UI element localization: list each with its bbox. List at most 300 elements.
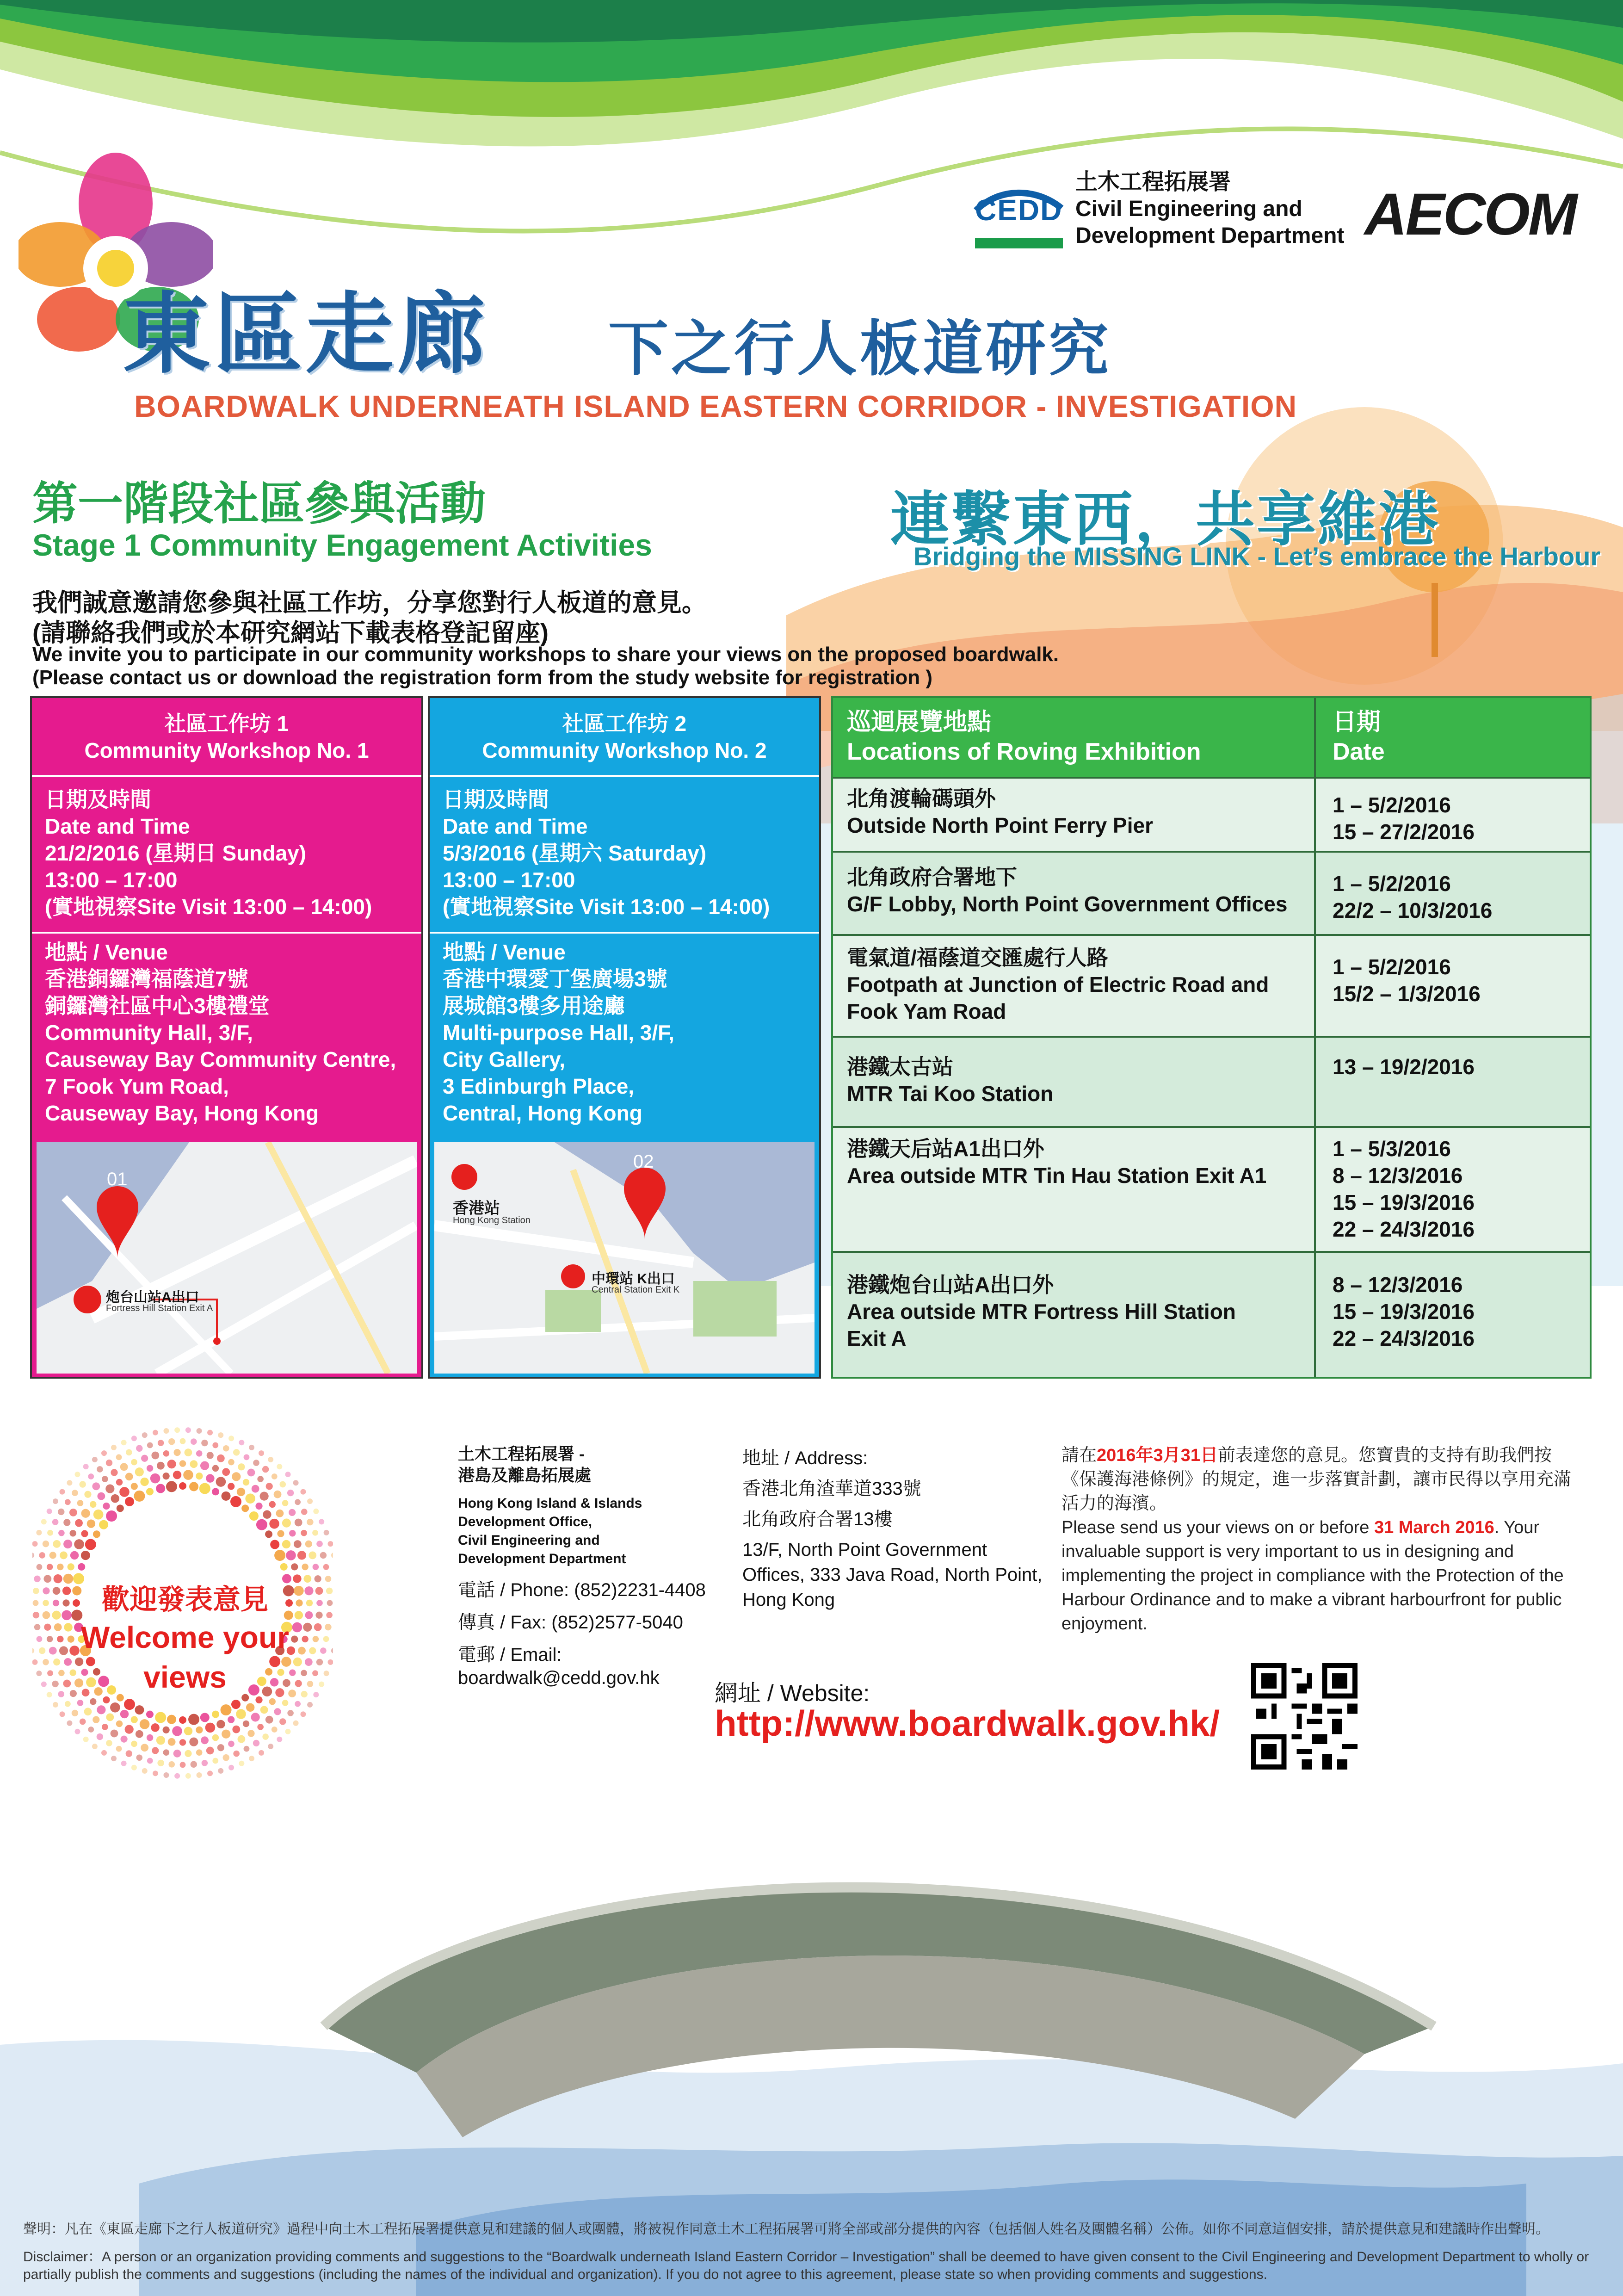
- ring-dot: [249, 1511, 259, 1521]
- ring-dot: [180, 1438, 186, 1444]
- ring-dot: [72, 1710, 78, 1716]
- ring-dot: [207, 1430, 213, 1436]
- ring-dot: [179, 1482, 186, 1490]
- ring-dot: [323, 1636, 329, 1642]
- ring-dot: [291, 1563, 298, 1570]
- ring-dot: [201, 1440, 208, 1446]
- ring-dot: [33, 1612, 39, 1618]
- ring-dot: [60, 1489, 65, 1495]
- ring-dot: [167, 1460, 176, 1468]
- ring-dot: [52, 1681, 58, 1687]
- ring-dot: [74, 1729, 80, 1734]
- ring-dot: [88, 1473, 94, 1479]
- note-en-date: 31 March 2016: [1374, 1518, 1494, 1537]
- ring-dot: [315, 1587, 323, 1595]
- workshop-2-divider: [430, 932, 819, 934]
- ring-dot: [289, 1530, 296, 1536]
- ring-dot: [212, 1465, 219, 1472]
- ring-dot: [212, 1734, 219, 1741]
- dept-zh-1: 土木工程拓展署 -: [458, 1444, 585, 1463]
- ring-dot: [151, 1452, 159, 1460]
- ring-dot: [111, 1445, 117, 1450]
- ring-dot: [223, 1754, 229, 1761]
- ring-dot: [326, 1588, 333, 1594]
- address-en-2: Offices, 333 Java Road, North Point,: [742, 1565, 1043, 1585]
- ring-dot: [92, 1482, 100, 1490]
- ring-dot: [277, 1737, 282, 1742]
- ring-dot: [301, 1530, 307, 1536]
- ring-dot: [287, 1490, 294, 1496]
- ring-dot: [97, 1492, 105, 1500]
- phone[interactable]: 電話 / Phone: (852)2231-4408: [458, 1580, 706, 1600]
- disclaimer-zh: 聲明：凡在《東區走廊下之行人板道研究》過程中向土木工程拓展署提供意見和建議的個人或團體，將被視作同意土木工程拓展署可將全部或部分提供的內容（包括個人姓名及團體名稱）公佈。如你不同意這個安排，請於提供意見和建議時作出聲明。: [23, 2222, 1549, 2237]
- ring-dot: [245, 1493, 255, 1504]
- ring-dot: [53, 1600, 59, 1606]
- ring-dot: [103, 1696, 110, 1703]
- ring-dot: [312, 1670, 318, 1676]
- exhibition-column-divider: [1314, 698, 1316, 1377]
- ring-dot: [249, 1756, 254, 1761]
- intro-en-2: (Please contact us or download the registration form from the study website for registration ): [32, 666, 933, 689]
- workshop-2-line: 13:00 – 17:00: [443, 868, 575, 892]
- ring-dot: [221, 1704, 232, 1715]
- ring-dot: [295, 1519, 302, 1527]
- table-row: [833, 1251, 1590, 1377]
- ring-dot: [263, 1510, 271, 1519]
- ring-dot: [309, 1551, 316, 1559]
- ring-dot: [269, 1519, 279, 1529]
- ring-dot: [300, 1711, 306, 1717]
- ring-dot: [136, 1754, 142, 1761]
- exhibition-loc: 電氣道/福蔭道交匯處行人路: [847, 946, 1108, 970]
- ring-dot: [265, 1530, 272, 1538]
- ring-dot: [47, 1670, 53, 1676]
- ring-dot: [315, 1575, 321, 1582]
- ring-dot: [253, 1740, 259, 1746]
- ring-dot: [276, 1510, 284, 1517]
- workshop-1-line: Causeway Bay Community Centre,: [45, 1047, 396, 1071]
- ring-dot: [43, 1575, 51, 1583]
- ring-dot: [241, 1504, 249, 1512]
- website-link[interactable]: http://www.boardwalk.gov.hk/: [715, 1703, 1220, 1744]
- ring-dot: [136, 1445, 142, 1452]
- ring-dot: [92, 1744, 98, 1749]
- ring-dot: [119, 1487, 130, 1497]
- cedd-name-en-2: Development Department: [1075, 223, 1345, 248]
- ring-dot: [212, 1758, 218, 1764]
- map-marker-01: 01: [107, 1169, 128, 1189]
- ring-dot: [188, 1714, 199, 1725]
- exhibition-date: 1 – 5/2/2016: [1333, 872, 1451, 896]
- exhibition-date: 13 – 19/2/2016: [1333, 1055, 1475, 1079]
- workshop-2-line: 地點 / Venue: [443, 940, 566, 964]
- ring-dot: [218, 1432, 223, 1438]
- address-label: 地址 / Address:: [742, 1448, 868, 1468]
- ring-dot: [309, 1647, 316, 1654]
- ring-dot: [57, 1564, 63, 1570]
- ring-dot: [324, 1671, 329, 1676]
- note-zh-pre: 請在: [1061, 1446, 1097, 1465]
- website-label: 網址 / Website:: [715, 1680, 870, 1706]
- ring-dot: [282, 1500, 289, 1506]
- ring-dot: [52, 1519, 59, 1525]
- ring-dot: [102, 1476, 108, 1482]
- workshop-1-line: Date and Time: [45, 814, 190, 838]
- ring-dot: [185, 1750, 191, 1757]
- title-en: BOARDWALK UNDERNEATH ISLAND EASTERN CORRIDOR - INVESTIGATION: [134, 389, 1297, 423]
- ring-dot: [200, 1461, 209, 1470]
- ring-dot: [158, 1440, 164, 1446]
- ring-dot: [121, 1736, 128, 1743]
- ring-dot: [319, 1682, 324, 1687]
- workshop-1-title-zh: 社區工作坊 1: [164, 712, 289, 736]
- ring-dot: [72, 1490, 78, 1496]
- ring-dot: [232, 1726, 240, 1733]
- ring-dot: [116, 1479, 123, 1485]
- ring-dot: [32, 1648, 34, 1653]
- slogan-en: Bridging the MISSING LINK - Let’s embrace the Harbour: [913, 542, 1601, 571]
- ring-dot: [87, 1519, 95, 1528]
- ring-dot: [174, 1427, 180, 1433]
- title-zh-sub: 下之行人板道研究: [608, 313, 1112, 384]
- address-en-1: 13/F, North Point Government: [742, 1540, 987, 1560]
- ring-dot: [131, 1483, 138, 1490]
- ring-dot: [319, 1519, 324, 1524]
- exhibition-loc: Area outside MTR Fortress Hill Station: [847, 1300, 1236, 1324]
- ring-dot: [228, 1741, 235, 1747]
- dept-en-line: Development Department: [458, 1551, 626, 1566]
- disclaimer-en: Disclaimer：A person or an organization providing comments and suggestions to the “Boardwalk underneath Island Eastern Corridor – Investigation” shall be deemed to have given consent to the Civil Engineering and Development Department to wholly or partially publish the comments and suggestions (including the names of the individual and organization). If you do not agree to this agreement, please state so when providing comments and suggestions.: [23, 2249, 1589, 2282]
- ring-dot: [111, 1730, 118, 1738]
- workshop-1-line: Community Hall, 3/F,: [45, 1021, 253, 1045]
- welcome-views: [60, 1582, 310, 1697]
- ring-dot: [287, 1710, 294, 1716]
- ring-dot: [189, 1738, 198, 1746]
- ring-dot: [320, 1552, 327, 1559]
- ring-dot: [168, 1761, 175, 1768]
- exhibition-loc: 北角渡輪碼頭外: [847, 786, 996, 811]
- ring-dot: [126, 1449, 132, 1456]
- ring-dot: [146, 1711, 154, 1718]
- note-en-pre: Please send us your views on or before: [1061, 1518, 1374, 1537]
- ring-dot: [93, 1510, 104, 1520]
- ring-dot: [77, 1500, 84, 1506]
- workshop-2-line: Multi-purpose Hall, 3/F,: [443, 1021, 674, 1045]
- ring-dot: [285, 1729, 291, 1734]
- ring-dot: [52, 1611, 61, 1620]
- ring-dot: [53, 1540, 61, 1548]
- ring-dot: [70, 1551, 79, 1560]
- ring-dot: [163, 1450, 170, 1457]
- ring-dot: [53, 1587, 61, 1595]
- ring-dot: [323, 1564, 329, 1570]
- ring-dot: [101, 1750, 107, 1756]
- ring-dot: [69, 1509, 77, 1516]
- ring-dot: [255, 1503, 262, 1510]
- ring-dot: [269, 1698, 276, 1705]
- exhibition-loc: Fook Yam Road: [847, 999, 1006, 1023]
- table-row: [833, 1126, 1590, 1251]
- ring-dot: [172, 1726, 182, 1736]
- ring-dot: [36, 1671, 42, 1676]
- workshop-2-date-time: [443, 786, 813, 920]
- submission-note: [1061, 1443, 1584, 1636]
- workshop-2-venue: [443, 939, 813, 1126]
- ring-dot: [147, 1442, 153, 1448]
- exhibition-date: 15 – 19/3/2016: [1333, 1190, 1475, 1214]
- ring-dot: [312, 1530, 318, 1536]
- ring-dot: [37, 1636, 43, 1642]
- ring-dot: [183, 1470, 193, 1480]
- ring-dot: [205, 1723, 216, 1733]
- ring-dot: [190, 1460, 197, 1468]
- ring-dot: [249, 1445, 254, 1450]
- ring-dot: [88, 1727, 94, 1733]
- ring-dot: [280, 1563, 288, 1571]
- ring-dot: [47, 1509, 52, 1514]
- exhibition-head-date-zh: 日期: [1333, 709, 1381, 736]
- workshop-2-map[interactable]: [434, 1142, 815, 1374]
- ring-dot: [313, 1692, 319, 1697]
- ring-dot: [83, 1464, 89, 1469]
- ring-dot: [60, 1711, 65, 1717]
- ring-dot: [74, 1472, 80, 1477]
- ring-dot: [228, 1436, 234, 1441]
- address: [742, 1446, 1066, 1612]
- ring-dot: [106, 1713, 114, 1721]
- ring-dot: [247, 1730, 254, 1737]
- address-zh-1: 香港北角渣華道333號: [742, 1479, 921, 1499]
- ring-dot: [68, 1563, 74, 1570]
- table-row: [833, 1036, 1590, 1126]
- exhibition-date: 1 – 5/3/2016: [1333, 1137, 1451, 1161]
- exhibition-date: 22/2 – 10/3/2016: [1333, 898, 1493, 922]
- ring-dot: [179, 1739, 186, 1745]
- ring-dot: [156, 1484, 165, 1493]
- ring-dot: [257, 1724, 264, 1730]
- dept-en-line: Development Office,: [458, 1514, 592, 1529]
- workshop-1-line: 香港銅鑼灣福蔭道7號: [45, 967, 248, 991]
- ring-dot: [83, 1737, 89, 1742]
- ring-dot: [185, 1448, 192, 1456]
- ring-dot: [217, 1744, 224, 1751]
- ring-dot: [121, 1761, 127, 1766]
- ring-dot: [97, 1705, 105, 1714]
- map-station-central: 中環站 K出口: [592, 1271, 675, 1287]
- ring-dot: [206, 1747, 214, 1755]
- map-station-hk: 香港站: [453, 1200, 500, 1217]
- ring-dot: [106, 1740, 112, 1746]
- ring-dot: [39, 1647, 45, 1654]
- workshop-1-line: (實地視察Site Visit 13:00 – 14:00): [45, 895, 372, 919]
- exhibition-date: 15 – 19/3/2016: [1333, 1300, 1475, 1324]
- ring-dot: [150, 1473, 160, 1484]
- ring-dot: [116, 1720, 123, 1727]
- ring-dot: [307, 1498, 313, 1504]
- workshop-1-map[interactable]: [37, 1142, 417, 1374]
- exhibition-head-date-en: Date: [1333, 738, 1385, 765]
- ring-dot: [134, 1491, 145, 1502]
- ring-dot: [262, 1733, 269, 1740]
- ring-dot: [43, 1541, 49, 1547]
- ring-dot: [228, 1459, 235, 1466]
- ring-dot: [327, 1600, 333, 1606]
- ring-dot: [152, 1747, 159, 1754]
- ring-dot: [77, 1700, 84, 1706]
- ring-dot: [155, 1712, 166, 1723]
- ring-dot: [151, 1723, 159, 1732]
- exhibition-loc: Footpath at Junction of Electric Road and: [847, 972, 1269, 996]
- ring-dot: [93, 1530, 100, 1538]
- ring-dot: [260, 1706, 268, 1714]
- ring-dot: [196, 1749, 203, 1756]
- ring-dot: [36, 1530, 42, 1535]
- ring-dot: [131, 1459, 137, 1466]
- ring-dot: [212, 1711, 219, 1718]
- ring-dot: [228, 1716, 235, 1723]
- ring-dot: [228, 1483, 235, 1490]
- ring-dot: [157, 1760, 164, 1766]
- workshop-2-title-zh: 社區工作坊 2: [562, 712, 687, 736]
- ring-dot: [272, 1727, 278, 1733]
- ring-dot: [260, 1492, 269, 1501]
- dept-name-en: [458, 1494, 717, 1568]
- ring-dot: [282, 1700, 289, 1706]
- ring-dot: [53, 1498, 58, 1504]
- ring-dot: [243, 1720, 249, 1727]
- workshop-1-panel: [30, 696, 423, 1379]
- title-zh-main: 東區走廊: [123, 282, 489, 385]
- qr-code-icon[interactable]: [1251, 1663, 1358, 1770]
- ring-dot: [33, 1600, 39, 1606]
- ring-dot: [217, 1454, 225, 1462]
- ring-dot: [316, 1659, 323, 1665]
- ring-dot: [239, 1761, 244, 1766]
- ring-dot: [302, 1564, 308, 1570]
- ring-dot: [216, 1720, 225, 1728]
- dept-en-line: Hong Kong Island & Islands: [458, 1496, 642, 1511]
- ring-dot: [222, 1730, 230, 1739]
- exhibition-head-loc-en: Locations of Roving Exhibition: [847, 738, 1201, 765]
- ring-dot: [313, 1509, 319, 1514]
- ring-dot: [75, 1519, 83, 1527]
- ring-dot: [237, 1488, 245, 1496]
- ring-dot: [106, 1460, 112, 1466]
- ring-dot: [146, 1488, 154, 1495]
- workshop-1-title-en: Community Workshop No. 1: [84, 738, 369, 762]
- map-station-central-en: Central Station Exit K: [592, 1285, 680, 1295]
- ring-dot: [153, 1430, 158, 1436]
- ring-dot: [47, 1692, 52, 1697]
- ring-dot: [157, 1462, 165, 1470]
- map-station-label: 炮台山站A出口: [106, 1290, 199, 1305]
- ring-dot: [300, 1489, 306, 1495]
- ring-dot: [327, 1541, 333, 1547]
- ring-dot: [279, 1718, 286, 1725]
- ring-dot: [93, 1716, 99, 1723]
- ring-dot: [231, 1700, 241, 1709]
- ring-dot: [80, 1481, 86, 1487]
- ring-dot: [253, 1460, 259, 1466]
- workshop-2-title-en: Community Workshop No. 2: [482, 738, 767, 762]
- ring-dot: [39, 1552, 45, 1559]
- ring-dot: [111, 1756, 117, 1761]
- ring-dot: [166, 1481, 177, 1492]
- workshop-2-line: 展城館3樓多用途廳: [443, 994, 625, 1018]
- ring-dot: [90, 1501, 96, 1508]
- stage-title-en: Stage 1 Community Engagement Activities: [32, 528, 652, 562]
- cedd-name-en-1: Civil Engineering and: [1075, 197, 1302, 221]
- ring-dot: [47, 1636, 53, 1642]
- ring-dot: [53, 1659, 60, 1665]
- workshop-2-panel: [428, 696, 821, 1379]
- ring-dot: [147, 1734, 153, 1741]
- ring-dot: [34, 1576, 40, 1582]
- ring-dot: [325, 1624, 331, 1630]
- ring-dot: [105, 1485, 114, 1493]
- exhibition-date: 15 – 27/2/2016: [1333, 820, 1475, 844]
- dept-zh-2: 港島及離島拓展處: [458, 1466, 592, 1485]
- ring-dot: [274, 1491, 282, 1498]
- ring-dot: [41, 1519, 47, 1524]
- ring-dot: [272, 1473, 278, 1479]
- cedd-name-zh: 土木工程拓展署: [1075, 170, 1231, 194]
- ring-dot: [191, 1761, 197, 1768]
- ring-dot: [80, 1719, 86, 1725]
- email-link[interactable]: boardwalk@cedd.gov.hk: [458, 1668, 660, 1688]
- ring-dot: [131, 1716, 138, 1723]
- ring-dot: [293, 1574, 301, 1583]
- ring-dot: [125, 1725, 134, 1734]
- workshop-2-line: 香港中環愛丁堡廣場3號: [443, 967, 667, 991]
- ring-dot: [184, 1727, 192, 1735]
- address-zh-2: 北角政府合署13樓: [742, 1509, 893, 1529]
- exhibition-date: 1 – 5/2/2016: [1333, 955, 1451, 979]
- ring-dot: [255, 1696, 262, 1703]
- ring-dot: [331, 1553, 333, 1558]
- ring-dot: [116, 1746, 122, 1752]
- ring-dot: [216, 1477, 226, 1487]
- workshop-1-line: 7 Fook Yum Road,: [45, 1074, 229, 1098]
- ring-dot: [32, 1659, 38, 1665]
- ring-dot: [259, 1750, 264, 1756]
- ring-dot: [117, 1504, 124, 1512]
- slogan-zh: 連繫東西，共享維港: [890, 487, 1440, 553]
- stage-title-zh: 第一階段社區參與活動: [32, 478, 486, 529]
- ring-dot: [63, 1540, 72, 1548]
- workshop-1-line: Causeway Bay, Hong Kong: [45, 1101, 319, 1125]
- ring-dot: [233, 1449, 240, 1455]
- ring-dot: [222, 1491, 231, 1501]
- fax: 傳真 / Fax: (852)2577-5040: [458, 1612, 683, 1633]
- ring-dot: [121, 1440, 127, 1445]
- ring-dot: [163, 1749, 170, 1756]
- ring-dot: [244, 1746, 250, 1752]
- ring-dot: [196, 1727, 203, 1733]
- exhibition-date: 8 – 12/3/2016: [1333, 1163, 1463, 1188]
- ring-dot: [196, 1473, 203, 1479]
- ring-dot: [185, 1427, 191, 1433]
- ring-dot: [84, 1708, 92, 1715]
- ring-dot: [78, 1563, 85, 1571]
- ring-dot: [206, 1474, 214, 1482]
- ring-dot: [313, 1564, 319, 1570]
- ring-dot: [173, 1471, 181, 1479]
- ring-dot: [103, 1503, 110, 1510]
- ring-dot: [293, 1480, 299, 1485]
- ring-dot: [277, 1464, 282, 1469]
- ring-dot: [85, 1539, 96, 1550]
